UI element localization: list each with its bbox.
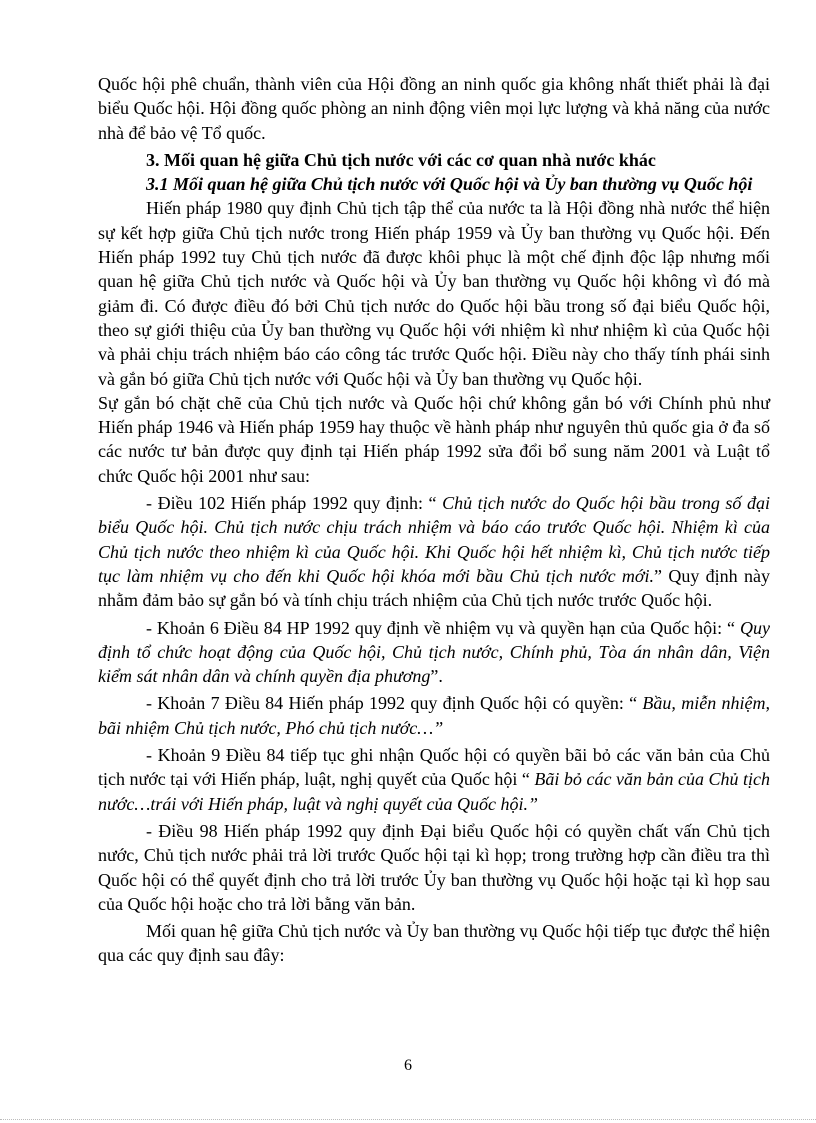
dieu-102-quote: Chủ tịch nước do Quốc hội bầu trong số đại biểu Quốc hội. Chủ tịch nước chịu trách nhiệm và báo cáo trước Quốc hội. Nhiệm kì của Chủ tịch nước theo nhiệm kì của Quốc hội. Khi Quốc hội hết nhiệm kì, Chủ tịch nước tiếp tục làm nhiệm vụ cho đến khi Quốc hội khóa mới bầu Chủ tịch nước mới. <box>98 493 771 586</box>
paragraph-intro: Quốc hội phê chuẩn, thành viên của Hội đồng an ninh quốc gia không nhất thiết phải là đại biểu Quốc hội. Hội đồng quốc phòng an ninh động viên mọi lực lượng và khả năng của nước nhà để bảo vệ Tổ quốc. <box>98 74 770 143</box>
list-item-khoan-6 <box>98 616 770 689</box>
list-item-dieu-102 <box>98 491 770 612</box>
khoan-9-lead: - Khoản 9 Điều 84 tiếp tục ghi nhận Quốc hội có quyền bãi bỏ các văn bản của Chủ tịch nước tại với Hiến pháp, luật, nghị quyết của Quốc hội “ <box>98 745 770 790</box>
subsection-heading-3-1: 3.1 Mối quan hệ giữa Chủ tịch nước với Quốc hội và Ủy ban thường vụ Quốc hội <box>146 174 753 195</box>
khoan-7-lead: - Khoản 7 Điều 84 Hiến pháp 1992 quy định Quốc hội có quyền: “ <box>146 693 643 714</box>
khoan-9-quote: Bãi bỏ các văn bản của Chủ tịch nước…trái với Hiến pháp, luật và nghị quyết của Quốc hội.” <box>98 769 770 814</box>
list-item-dieu-98: - Điều 98 Hiến pháp 1992 quy định Đại biểu Quốc hội có quyền chất vấn Chủ tịch nước, Chủ tịch nước phải trả lời trước Quốc hội tại kì họp; trong trường hợp cần điều tra thì Quốc hội có thể quyết định cho trả lời trước Ủy ban thường vụ Quốc hội hoặc tại kì họp sau của Quốc hội hoặc cho trả lời bằng văn bản. <box>98 820 770 914</box>
khoan-7-quote: Bầu, miễn nhiệm, bãi nhiệm Chủ tịch nước, Phó chủ tịch nước…” <box>98 693 770 738</box>
list-item-khoan-9 <box>98 743 770 816</box>
paragraph-gan-bo: Sự gắn bó chặt chẽ của Chủ tịch nước và Quốc hội chứ không gắn bó với Chính phủ như Hiến pháp 1946 và Hiến pháp 1959 hay thuộc về hành pháp như nguyên thủ quốc gia ở đa số các nước tư bản được quy định tại Hiến pháp 1992 sửa đổi bổ sung năm 2001 và Luật tổ chức Quốc hội 2001 như sau: <box>98 392 770 486</box>
page-number: 6 <box>404 1057 412 1074</box>
document-page <box>98 72 770 968</box>
khoan-6-quote: Quy định tổ chức hoạt động của Quốc hội, Chủ tịch nước, Chính phủ, Tòa án nhân dân, Viện kiểm sát nhân dân và chính quyền địa phương <box>98 617 770 687</box>
khoan-6-lead: - Khoản 6 Điều 84 HP 1992 quy định về nhiệm vụ và quyền hạn của Quốc hội: “ <box>146 617 740 638</box>
footer-divider <box>0 1119 816 1120</box>
dieu-102-lead: - Điều 102 Hiến pháp 1992 quy định: “ <box>146 493 443 514</box>
section-heading-3: 3. Mối quan hệ giữa Chủ tịch nước với các cơ quan nhà nước khác <box>146 149 656 170</box>
paragraph-hien-phap-1980: Hiến pháp 1980 quy định Chủ tịch tập thể của nước ta là Hội đồng nhà nước thể hiện sự kết hợp giữa Chủ tịch nước trong Hiến pháp 1959 và Ủy ban thường vụ Quốc hội. Đến Hiến pháp 1992 tuy Chủ tịch nước đã được khôi phục là một chế định độc lập nhưng mối quan hệ giữa Chủ tịch nước và Quốc hội và Ủy ban thường vụ Quốc hội không vì đó mà giảm đi. Có được điều đó bởi Chủ tịch nước do Quốc hội bầu trong số đại biểu Quốc hội, theo sự giới thiệu của Ủy ban thường vụ Quốc hội với nhiệm kì như nhiệm kì của Quốc hội và phải chịu trách nhiệm báo cáo công tác trước Quốc hội. Điều này cho thấy tính phái sinh và gắn bó giữa Chủ tịch nước với Quốc hội và Ủy ban thường vụ Quốc hội. <box>98 198 770 389</box>
dieu-102-tail: ” Quy định này nhằm đảm bảo sự gắn bó và tính chịu trách nhiệm của Chủ tịch nước trước Quốc hội. <box>98 565 770 611</box>
khoan-6-tail: ”. <box>430 666 443 687</box>
list-item-khoan-7 <box>98 691 770 740</box>
paragraph-closing: Mối quan hệ giữa Chủ tịch nước và Ủy ban thường vụ Quốc hội tiếp tục được thể hiện qua các quy định sau đây: <box>98 921 770 966</box>
